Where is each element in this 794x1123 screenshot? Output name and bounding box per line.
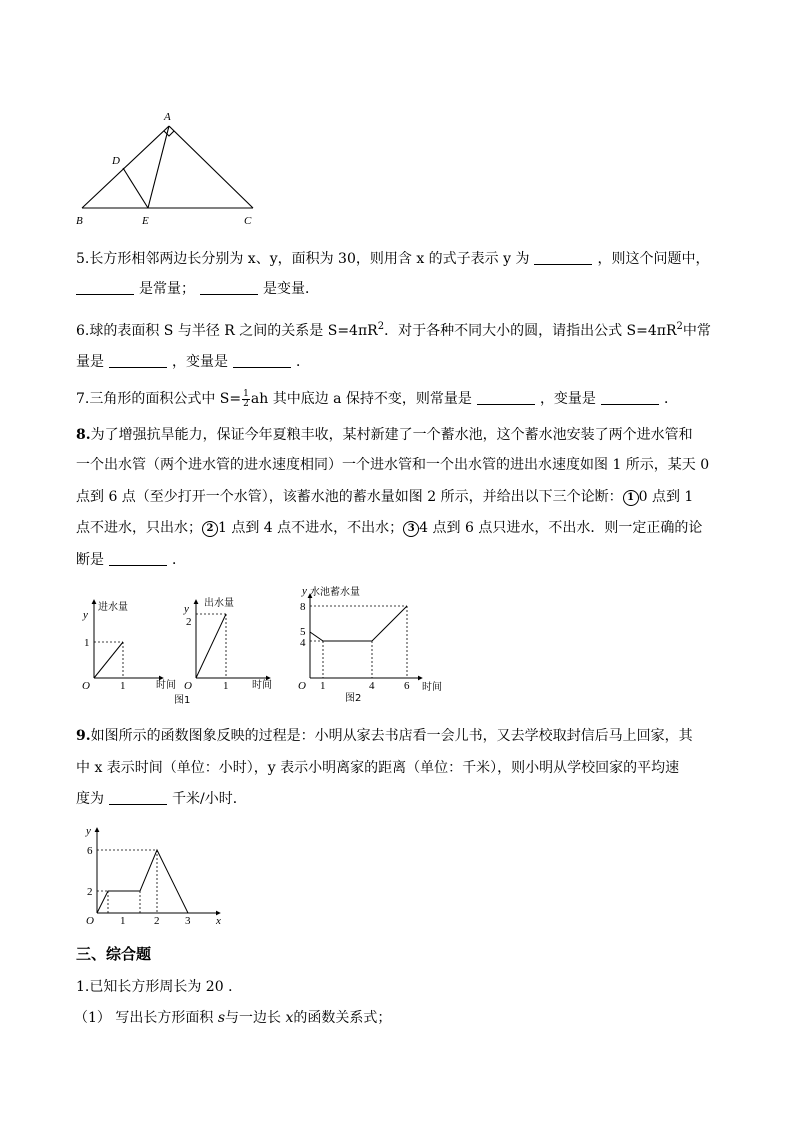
x-axis-label: 时间 <box>252 680 272 691</box>
answer-blank[interactable] <box>601 390 659 405</box>
section-heading: 三、综合题 <box>76 945 152 963</box>
y-tick-label: 2 <box>186 616 192 628</box>
outflow-chart <box>183 596 272 692</box>
x-tick-label: 2 <box>154 915 160 927</box>
section3-question-1-part-1: （1） 写出长方形面积 s与一边长 x的函数关系式； <box>74 1010 392 1026</box>
figure-9-chart <box>80 822 240 932</box>
answer-blank[interactable] <box>477 390 535 405</box>
distance-line <box>97 850 188 913</box>
inflow-line <box>94 642 123 678</box>
chart-title: 出水量 <box>204 598 234 609</box>
segment-de <box>123 168 148 208</box>
storage-line <box>310 606 407 641</box>
y-axis-label: y <box>184 603 189 615</box>
vertex-c: C <box>244 215 252 227</box>
circled-number-2: 2 <box>202 521 218 537</box>
triangle-figure <box>72 106 272 228</box>
origin-label: O <box>82 680 90 692</box>
segment-ae <box>148 126 169 208</box>
x-tick-label: 6 <box>404 680 410 692</box>
x-tick-label: 1 <box>120 915 126 927</box>
y-tick-label: 1 <box>84 637 90 649</box>
x-axis-label: 时间 <box>156 680 176 691</box>
x-axis-label: 时间 <box>422 682 442 693</box>
question-8-line2: 一个出水管（两个进水管的进水速度相同）一个进水管和一个出水管的进出水速度如图 1 所示，某天 0 <box>76 457 710 473</box>
question-6-line2: 量是 ，变量是 ． <box>76 354 310 370</box>
fraction-one-half: $\frac{1}{2}$ <box>243 389 249 409</box>
circled-number-3: 3 <box>403 521 419 537</box>
origin-label: O <box>86 915 94 927</box>
x-tick-label: 3 <box>185 915 191 927</box>
inflow-chart <box>82 600 176 692</box>
x-axis-label: x <box>216 915 221 927</box>
question-7: 7.三角形的面积公式中 S= $\frac{1}{2}$ ah 其中底边 a 保持不变，则常量是 ，变量是 ． <box>76 389 678 409</box>
chart-title: 进水量 <box>98 602 128 613</box>
vertex-e: E <box>142 215 149 227</box>
question-8-line1: 8.为了增强抗旱能力，保证今年夏粮丰收，某村新建了一个蓄水池，这个蓄水池安装了两个进水管和 <box>76 427 693 443</box>
y-tick-label: 4 <box>300 637 306 649</box>
x-tick-label: 1 <box>120 680 126 692</box>
answer-blank[interactable] <box>109 551 167 566</box>
chart-title: 水池蓄水量 <box>310 587 360 598</box>
y-axis-label: y <box>86 825 91 837</box>
answer-blank[interactable] <box>233 353 291 368</box>
y-tick-label: 2 <box>87 886 93 898</box>
question-9-line1: 9.如图所示的函数图象反映的过程是：小明从家去书店看一会儿书，又去学校取封信后马上回家，其 <box>76 728 693 744</box>
question-8-line3: 点到 6 点（至少打开一个水管），该蓄水池的蓄水量如图 2 所示，并给出以下三个论断： 1 0 点到 1 <box>76 489 694 505</box>
question-8-line4: 点不进水，只出水； 2 1 点到 4 点不进水，不出水； 3 4 点到 6 点只进水，不出水．则一定正确的论 <box>76 520 703 536</box>
vertex-a: A <box>164 111 171 123</box>
figure-caption-2: 图2 <box>345 693 362 704</box>
question-8-line5: 断是 ． <box>76 552 186 568</box>
question-5-line1: 5.长方形相邻两边长分别为 x、y，面积为 30，则用含 x 的式子表示 y 为 ，则这个问题中， <box>76 251 710 267</box>
section3-question-1: 1.已知长方形周长为 20 ． <box>76 979 243 995</box>
answer-blank[interactable] <box>109 353 167 368</box>
figure-caption-1: 图1 <box>174 695 191 706</box>
x-tick-label: 4 <box>369 680 375 692</box>
storage-chart <box>298 585 442 693</box>
answer-blank[interactable] <box>109 790 167 805</box>
answer-blank[interactable] <box>534 250 592 265</box>
x-tick-label: 1 <box>223 680 229 692</box>
side-ac <box>169 126 253 208</box>
side-ab <box>82 126 169 208</box>
answer-blank[interactable] <box>200 280 258 295</box>
question-9-line3: 度为 千米/小时． <box>76 791 247 807</box>
x-tick-label: 1 <box>320 680 326 692</box>
question-9-line2: 中 x 表示时间（单位：小时），y 表示小明离家的距离（单位：千米），则小明从学校回家的平均速 <box>76 760 680 776</box>
question-6-line1: 6.球的表面积 S 与半径 R 之间的关系是 $S=4\pi R^2$．对于各种不同大小的圆，请指出公式 $S=4\pi R^2$中常 <box>76 321 711 339</box>
origin-label: O <box>298 680 306 692</box>
figure-8-charts <box>70 580 460 710</box>
outflow-line <box>196 614 226 678</box>
answer-blank[interactable] <box>76 280 134 295</box>
y-axis-label: y <box>83 609 88 621</box>
vertex-b: B <box>76 215 83 227</box>
y-axis-label: y <box>302 585 307 597</box>
circled-number-1: 1 <box>623 490 639 506</box>
y-tick-label: 6 <box>87 845 93 857</box>
y-tick-label: 5 <box>300 626 306 638</box>
vertex-d: D <box>112 155 120 167</box>
origin-label: O <box>184 680 192 692</box>
right-angle-mark <box>164 131 174 136</box>
question-5-line2: 是常量； 是变量． <box>76 279 319 299</box>
y-tick-label: 8 <box>300 601 306 613</box>
